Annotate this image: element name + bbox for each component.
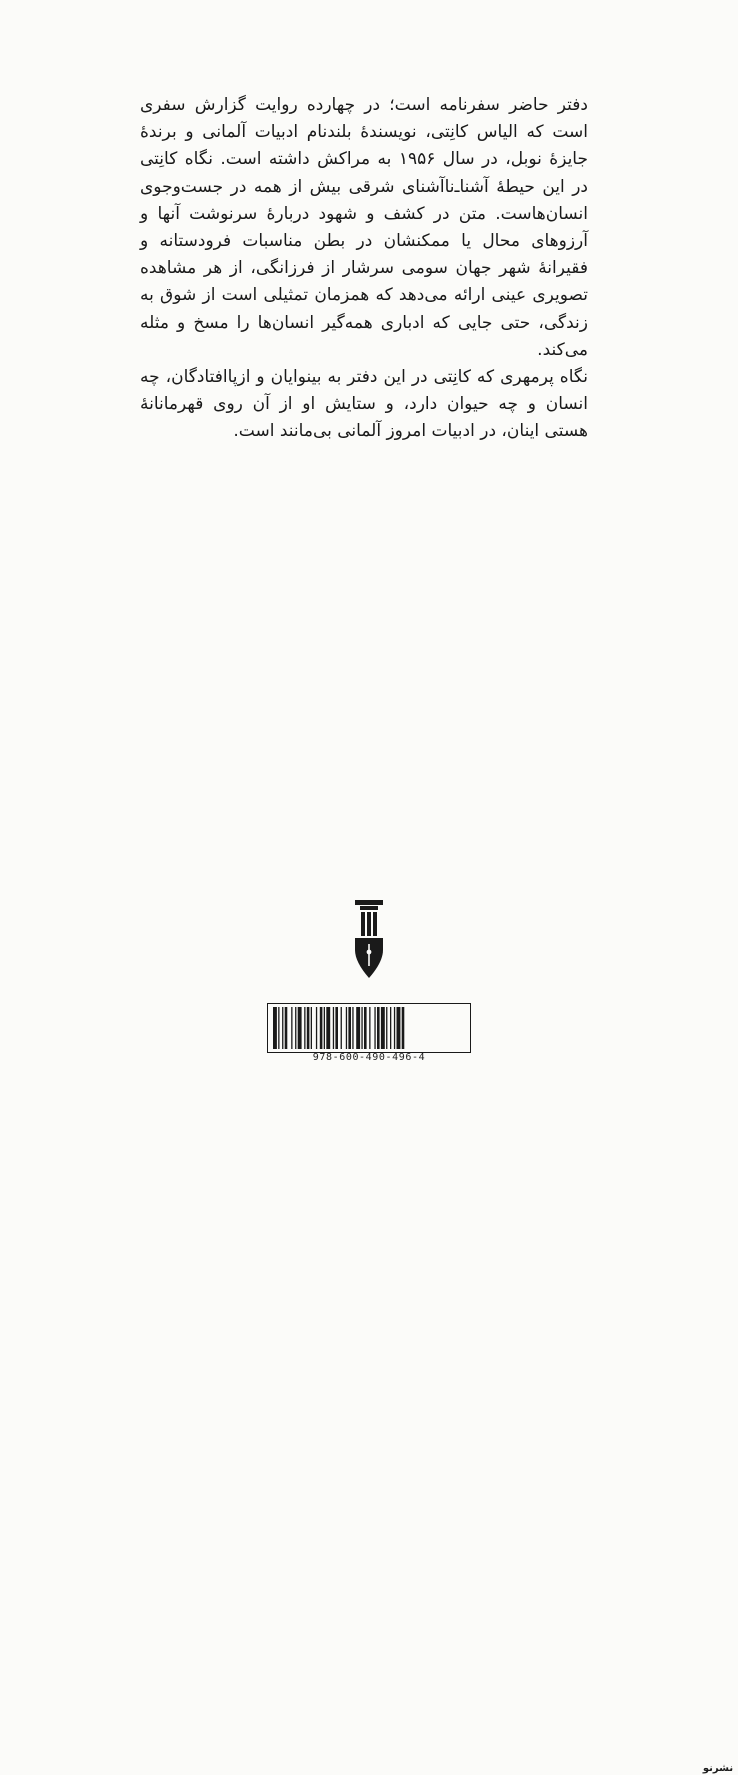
- barcode-bar: [278, 1007, 279, 1049]
- barcode-bar: [273, 1007, 277, 1049]
- isbn-number: 978-600-490-496-4: [312, 1052, 426, 1063]
- barcode: [267, 1003, 471, 1053]
- pen-nib-icon: [349, 900, 389, 982]
- barcode-bar: [307, 1007, 310, 1049]
- barcode-bar: [311, 1007, 312, 1049]
- barcode-bar: [364, 1007, 367, 1049]
- barcode-bar: [341, 1007, 342, 1049]
- barcode-bar: [356, 1007, 360, 1049]
- barcode-bar: [291, 1007, 292, 1049]
- barcode-bar: [335, 1007, 338, 1049]
- barcode-bar: [295, 1007, 296, 1049]
- barcode-bar: [352, 1007, 353, 1049]
- barcode-bar: [282, 1007, 283, 1049]
- barcode-bar: [304, 1007, 305, 1049]
- barcode-bar: [316, 1007, 317, 1049]
- barcode-bar: [298, 1007, 302, 1049]
- barcode-bar: [374, 1007, 375, 1049]
- barcode-bar: [397, 1007, 401, 1049]
- back-cover-blurb: [140, 92, 588, 446]
- barcode-bar: [333, 1007, 334, 1049]
- barcode-bar: [381, 1007, 385, 1049]
- blurb-paragraph-1: دفتر حاضر سفرنامه است؛ در چهارده روایت گزارش سفری است که الیاس کانِتی، نویسندهٔ بلندنام ادبیات آلمانی و برندهٔ جایزهٔ نوبل، در سال ۱۹۵۶ به مراکش داشته است. نگاه کانِتی در این حیطهٔ آشنا‌ـ‌ناآشنای شرقی بیش‌ از همه در جست‌وجوی انسان‌هاست. متن در کشف و شهود دربارهٔ سرنوشت آنها و آرزوهای محال یا ممکنشان در بطن مناسبات فرودستانه و فقیرانهٔ شهر جهان سومی سرشار از فرزانگی، از هر مشاهده تصویری عینی ارائه می‌دهد که همزمان تمثیلی است از شوق به زندگی، حتی جایی که ادباری همه‌گیر انسان‌ها را مسخ و مثله می‌کند.: [140, 95, 588, 360]
- barcode-bar: [394, 1007, 395, 1049]
- barcode-bar: [386, 1007, 387, 1049]
- barcode-bar: [346, 1007, 347, 1049]
- barcode-bar: [285, 1007, 288, 1049]
- barcode-bar: [326, 1007, 330, 1049]
- barcode-bar: [324, 1007, 325, 1049]
- barcode-bar: [369, 1007, 370, 1049]
- barcode-bar: [390, 1007, 391, 1049]
- blurb-paragraph-2: نگاه پرمهری که کانِتی در این دفتر به بینوایان و ازپاافتادگان، چه انسان و چه حیوان دارد، و ستایش او از آن روی قهرمانانهٔ هستی اینان، در ادبیات امروز آلمانی بی‌مانند است.: [140, 367, 588, 442]
- publisher-name: نشرنو: [702, 1763, 734, 1774]
- barcode-bar: [348, 1007, 351, 1049]
- barcode-bar: [320, 1007, 323, 1049]
- barcode-bar: [377, 1007, 380, 1049]
- barcode-bar: [402, 1007, 405, 1049]
- barcode-bar: [361, 1007, 362, 1049]
